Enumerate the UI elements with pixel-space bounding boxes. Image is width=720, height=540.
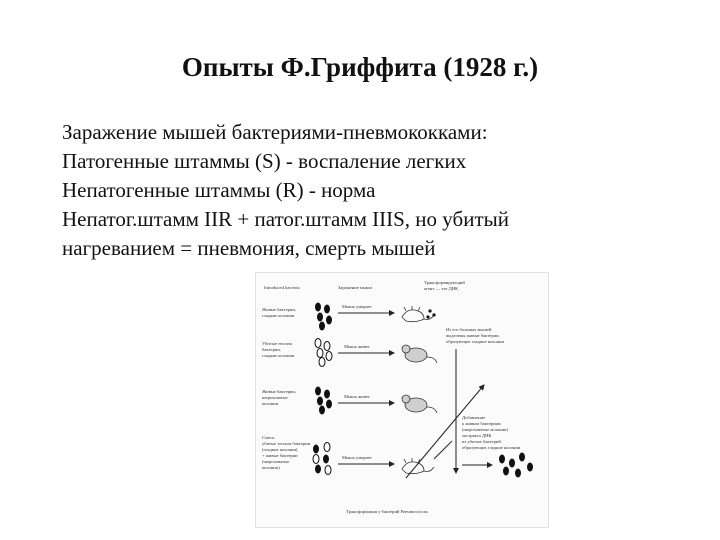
row-1-result: Мышь умирает xyxy=(342,304,372,309)
bacteria-mix-row4 xyxy=(313,443,331,475)
header-right-2: агент — это ДНК xyxy=(424,286,459,291)
svg-text:+ живые бактерии: + живые бактерии xyxy=(262,453,298,458)
svg-text:шероховатые: шероховатые xyxy=(262,395,288,400)
griffith-diagram xyxy=(256,273,548,527)
diagonal-arrow xyxy=(434,441,452,459)
row-3-label xyxy=(262,389,296,406)
figure-caption: Трансформация у бактерий Pneumococcus xyxy=(346,509,429,514)
svg-text:гладкие колонии: гладкие колонии xyxy=(262,313,295,318)
slide-body xyxy=(62,118,702,263)
svg-text:экстракта ДНК: экстракта ДНК xyxy=(462,433,492,438)
svg-text:из убитых бактерий: из убитых бактерий xyxy=(462,439,501,444)
row-1-label xyxy=(262,307,296,318)
row-2-label xyxy=(262,341,295,358)
svg-text:Живые бактерии,: Живые бактерии, xyxy=(262,307,296,312)
dead-mouse-row1 xyxy=(402,306,434,322)
note-right xyxy=(462,415,521,450)
svg-text:к живым бактериям: к живым бактериям xyxy=(462,421,501,426)
dead-mouse-row4 xyxy=(402,458,434,474)
live-mouse-row2 xyxy=(402,345,437,363)
header-right-1: Трансформирующий xyxy=(424,280,465,285)
body-line: Заражение мышей бактериями-пневмококками: xyxy=(62,120,488,144)
row-2-result: Мышь живет xyxy=(344,344,370,349)
header-mid: Заражение мыши xyxy=(338,285,372,290)
svg-text:Смесь:: Смесь: xyxy=(262,435,276,440)
row-4-label xyxy=(262,435,311,470)
svg-text:Живые бактерии,: Живые бактерии, xyxy=(262,389,296,394)
body-line: Патогенные штаммы (S) - воспаление легких xyxy=(62,149,467,173)
bacteria-r-row3 xyxy=(315,387,332,415)
header-left: Introduced bacteria xyxy=(264,285,300,290)
bacteria-s-row1-out xyxy=(426,309,435,318)
bacteria-s-row1 xyxy=(315,303,332,331)
svg-text:(шероховатые: (шероховатые xyxy=(262,459,290,464)
svg-text:выделены живые бактерии,: выделены живые бактерии, xyxy=(446,333,500,338)
body-line: нагреванием = пневмония, смерть мышей xyxy=(62,236,436,260)
svg-text:убитые теплом бактерии: убитые теплом бактерии xyxy=(262,441,311,446)
griffith-experiment-figure xyxy=(255,272,549,528)
svg-text:Добавление: Добавление xyxy=(462,415,486,420)
live-mouse-row3 xyxy=(402,395,437,413)
svg-text:образующие гладкие колонии: образующие гладкие колонии xyxy=(446,339,504,344)
bacteria-s-killed-row2 xyxy=(315,339,332,367)
row-4-result: Мышь умирает xyxy=(342,455,372,460)
slide-title: Опыты Ф.Гриффита (1928 г.) xyxy=(181,52,539,82)
svg-text:(шероховатые колонии): (шероховатые колонии) xyxy=(462,427,509,432)
note-top xyxy=(446,327,505,344)
row-3-result: Мышь живет xyxy=(344,394,370,399)
bacteria-transformed-out xyxy=(499,453,533,478)
svg-text:Убитые теплом: Убитые теплом xyxy=(262,341,292,346)
body-line: Непатог.штамм IIR + патог.штамм IIIS, но убитый xyxy=(62,207,509,231)
svg-text:колонии: колонии xyxy=(262,401,279,406)
svg-text:гладкие колонии: гладкие колонии xyxy=(262,353,295,358)
svg-text:бактерии,: бактерии, xyxy=(262,347,281,352)
svg-text:(гладкие колонии): (гладкие колонии) xyxy=(262,447,298,452)
body-line: Непатогенные штаммы (R) - норма xyxy=(62,178,376,202)
svg-text:образующих гладкие колонии: образующих гладкие колонии xyxy=(462,445,521,450)
svg-text:колонии): колонии) xyxy=(262,465,280,470)
svg-text:Из его больных мышей: Из его больных мышей xyxy=(446,327,492,332)
